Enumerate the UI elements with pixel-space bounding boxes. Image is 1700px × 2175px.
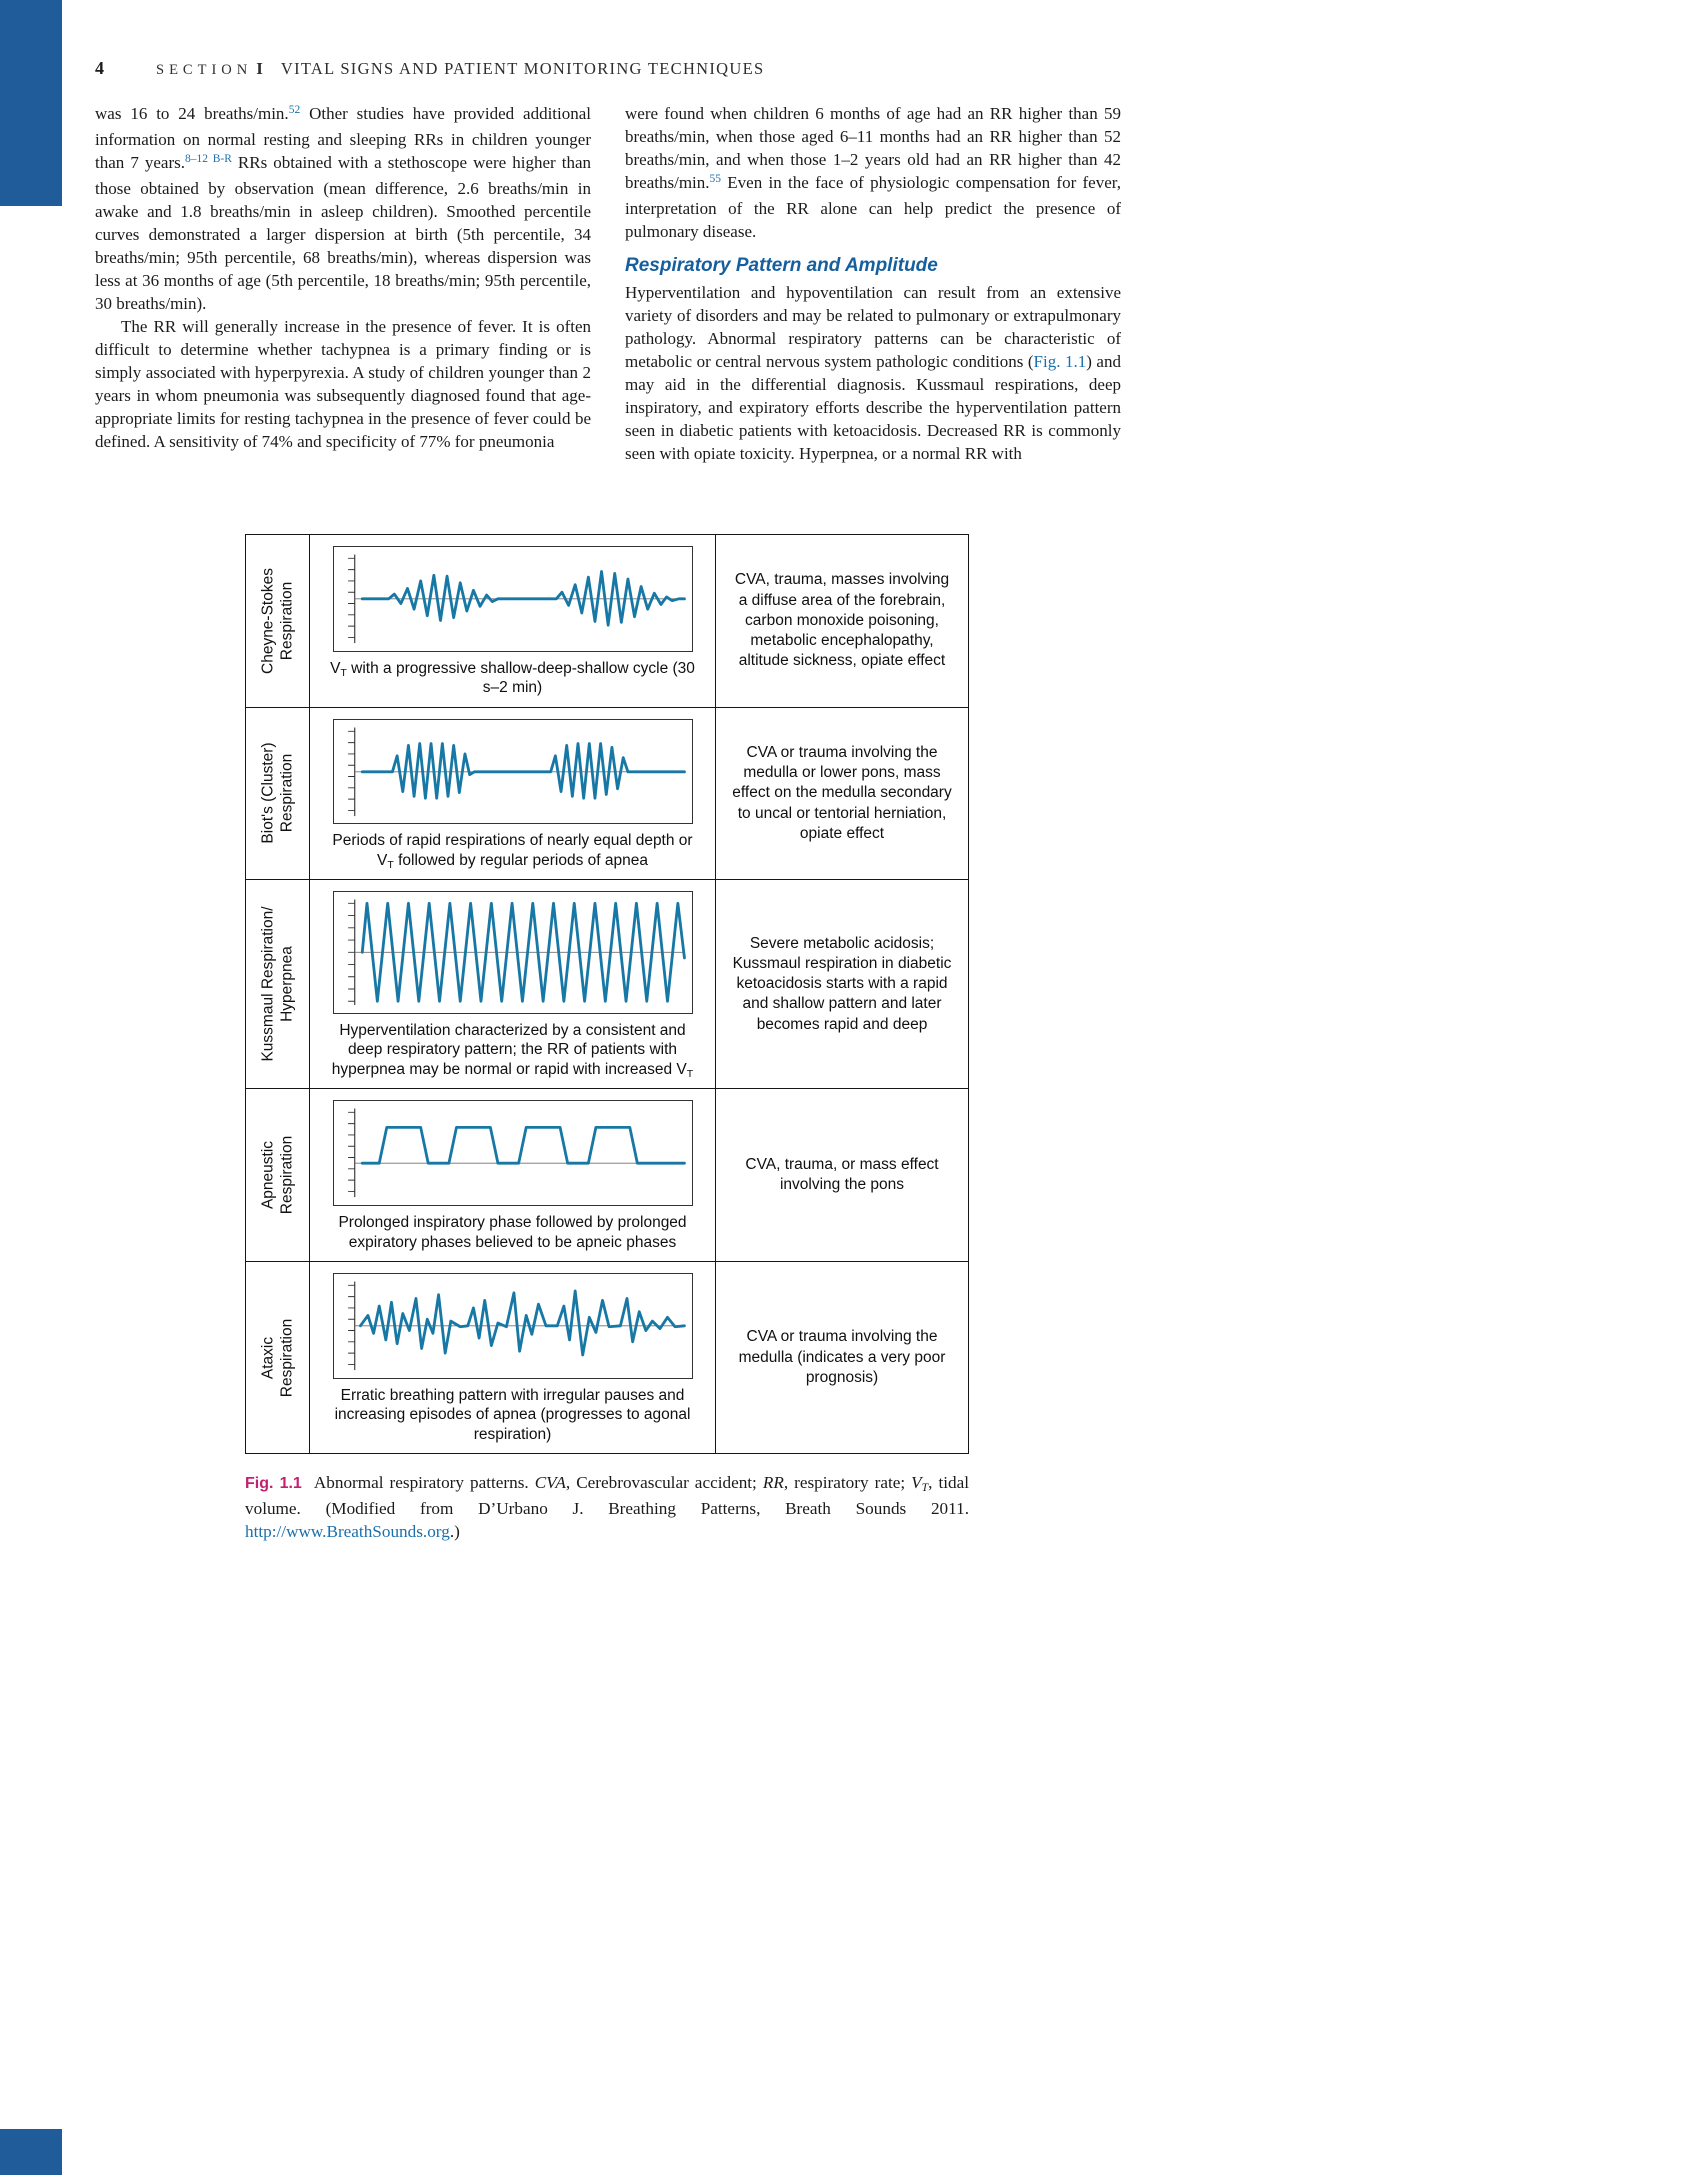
text-segment: CVA bbox=[534, 1473, 566, 1493]
tick-marks bbox=[348, 1113, 355, 1192]
text-segment: was 16 to 24 breaths/min. bbox=[95, 104, 289, 123]
tick-marks bbox=[348, 558, 355, 637]
waveform-chart-cheyne-stokes bbox=[333, 546, 693, 652]
row-label-line: Apneustic bbox=[259, 1141, 277, 1210]
text-segment: T bbox=[921, 1481, 929, 1495]
text-segment: were found when children 6 months of age had an RR higher than 59 breaths/min, when those aged 6–11 months had an RR higher than 52 breaths/min, and when those 1–2 years old had an RR higher than 42 breaths/min. bbox=[625, 104, 1121, 192]
chart-caption bbox=[324, 1021, 701, 1080]
text-segment: Hyperventilation and hypoventilation can result from an extensive variety of disorders and may be related to pulmonary or extrapulmonary pathology. Abnormal respiratory patterns can be characteristic of metabolic or central nervous system pathologic conditions ( bbox=[625, 283, 1121, 371]
waveform bbox=[362, 1128, 684, 1164]
chart-cell bbox=[310, 708, 716, 880]
figure-row-apneustic bbox=[246, 1089, 968, 1262]
text-segment: V bbox=[330, 659, 341, 677]
clinical-description-text: CVA or trauma involving the medulla or lower pons, mass effect on the medulla secondary to uncal or tentorial herniation, opiate effect bbox=[732, 744, 952, 842]
text-segment: Hyperventilation characterized by a consistent and deep respiratory pattern; the RR of patients with hyperpnea may be normal or rapid with increased bbox=[331, 1021, 686, 1078]
body-columns bbox=[95, 102, 1121, 465]
text-segment: , Cerebrovascular accident; bbox=[565, 1473, 763, 1493]
figure-row-cheyne-stokes bbox=[246, 535, 968, 708]
text-segment: Erratic breathing pattern with irregular pauses and increasing episodes of apnea (progresses to agonal respiration) bbox=[334, 1386, 691, 1443]
figure-label: Fig. 1.1 bbox=[245, 1475, 302, 1493]
inline-link[interactable]: Fig. 1.1 bbox=[1033, 352, 1087, 371]
tick-marks bbox=[348, 1285, 355, 1364]
text-segment: ) and may aid in the differential diagnosis. Kussmaul respirations, deep inspiratory, and expiratory efforts describe the hyperventilation pattern seen in diabetic patients with ketoacidosis. Decreased RR is commonly seen with opiate toxicity. Hyperpnea, or a normal RR with bbox=[625, 352, 1121, 463]
waveform bbox=[360, 1291, 684, 1355]
row-label-line: Respiration bbox=[278, 1136, 296, 1215]
figure-caption bbox=[245, 1471, 969, 1544]
row-label-kussmaul bbox=[246, 880, 310, 1088]
waveform bbox=[362, 743, 684, 798]
waveform-chart-ataxic bbox=[333, 1273, 693, 1379]
text-segment: V bbox=[377, 851, 388, 869]
figure-row-biots bbox=[246, 708, 968, 881]
clinical-description bbox=[716, 880, 968, 1088]
waveform-chart-biots bbox=[333, 719, 693, 825]
clinical-description-text: CVA, trauma, or mass effect involving the pons bbox=[745, 1156, 939, 1194]
text-segment: T bbox=[686, 1067, 694, 1080]
chart-caption bbox=[324, 1386, 701, 1445]
waveform-chart-kussmaul bbox=[333, 891, 693, 1014]
row-label-apneustic bbox=[246, 1089, 310, 1261]
text-segment: followed by regular periods of apnea bbox=[393, 851, 648, 869]
body-paragraph bbox=[95, 315, 591, 453]
text-segment: Abnormal respiratory patterns. bbox=[313, 1473, 535, 1493]
text-segment: T bbox=[387, 858, 394, 871]
row-label-line: Kussmaul Respiration/ bbox=[259, 906, 277, 1062]
chapter-tab-top bbox=[0, 0, 62, 206]
text-segment: RR bbox=[762, 1473, 784, 1493]
text-segment: V bbox=[676, 1060, 687, 1078]
row-label-cheyne-stokes bbox=[246, 535, 310, 707]
chart-cell bbox=[310, 535, 716, 707]
row-label-line: Cheyne-Stokes bbox=[259, 567, 277, 674]
text-segment: Even in the face of physiologic compensation for fever, interpretation of the RR alone can help predict the presence of pulmonary disease. bbox=[625, 173, 1121, 241]
section-number: I bbox=[256, 59, 263, 78]
chart-cell bbox=[310, 1262, 716, 1453]
row-label-ataxic bbox=[246, 1262, 310, 1453]
running-head bbox=[156, 59, 764, 79]
tick-marks bbox=[348, 904, 355, 1002]
text-segment: Other studies have provided additional information on normal resting and sleeping RRs in children younger than 7 years. bbox=[95, 104, 592, 172]
reference-link[interactable]: 52 bbox=[288, 104, 301, 116]
text-segment: V bbox=[911, 1473, 922, 1493]
clinical-description bbox=[716, 1262, 968, 1453]
text-segment: , respiratory rate; bbox=[783, 1473, 912, 1493]
right-column bbox=[625, 102, 1121, 465]
figure-table bbox=[245, 534, 969, 1454]
page-header bbox=[95, 58, 1125, 79]
figure-1-1 bbox=[245, 534, 969, 1544]
body-paragraph bbox=[625, 281, 1121, 465]
chart-caption bbox=[324, 1213, 701, 1252]
text-segment: with a progressive shallow-deep-shallow cycle (30 s–2 min) bbox=[346, 659, 695, 697]
waveform-chart-apneustic bbox=[333, 1100, 693, 1206]
chart-cell bbox=[310, 1089, 716, 1261]
clinical-description bbox=[716, 708, 968, 880]
chart-caption bbox=[324, 831, 701, 870]
section-label: SECTION bbox=[156, 62, 253, 78]
figure-row-kussmaul bbox=[246, 880, 968, 1089]
text-segment: , tidal volume. (Modified from D’Urbano J. Breathing Patterns, Breath Sounds 2011. bbox=[245, 1473, 970, 1518]
text-segment: .) bbox=[449, 1522, 460, 1542]
row-label-line: Respiration bbox=[278, 581, 296, 661]
text-segment: RRs obtained with a stethoscope were higher than those obtained by observation (mean difference, 2.6 breaths/min in awake and 1.8 breaths/min in asleep children). Smoothed percentile curves demonstrated a larger dispersion at birth (5th percentile, 34 breaths/min; 95th percentile, 68 breaths/min), whereas dispersion was less at 36 months of age (5th percentile, 18 breaths/min; 95th percentile, 30 breaths/min). bbox=[95, 153, 592, 313]
body-paragraph bbox=[95, 102, 591, 315]
left-column bbox=[95, 102, 591, 465]
text-segment: Prolonged inspiratory phase followed by prolonged expiratory phases believed to be apneic phases bbox=[338, 1214, 687, 1251]
section-title: VITAL SIGNS AND PATIENT MONITORING TECHNIQUES bbox=[280, 59, 765, 78]
clinical-description-text: CVA or trauma involving the medulla (indicates a very poor prognosis) bbox=[738, 1328, 946, 1386]
figure-row-ataxic bbox=[246, 1262, 968, 1453]
row-label-line: Respiration bbox=[278, 754, 296, 833]
page-number: 4 bbox=[95, 58, 104, 78]
clinical-description-text: Severe metabolic acidosis; Kussmaul respiration in diabetic ketoacidosis starts with a rapid and shallow pattern and later becomes rapid and deep bbox=[732, 935, 952, 1033]
row-label-line: Biot's (Cluster) bbox=[259, 742, 277, 845]
text-segment: T bbox=[340, 666, 347, 679]
chapter-tab-bottom bbox=[0, 2129, 62, 2175]
reference-link[interactable]: 55 bbox=[709, 173, 722, 185]
inline-link[interactable]: http://www.BreathSounds.org bbox=[245, 1522, 450, 1542]
clinical-description bbox=[716, 1089, 968, 1261]
row-label-line: Ataxic bbox=[259, 1336, 277, 1379]
chart-cell bbox=[310, 880, 716, 1088]
row-label-biots bbox=[246, 708, 310, 880]
body-paragraph bbox=[625, 102, 1121, 243]
tick-marks bbox=[348, 731, 355, 810]
waveform bbox=[362, 571, 684, 625]
subsection-heading: Respiratory Pattern and Amplitude bbox=[625, 255, 938, 276]
text-segment: The RR will generally increase in the presence of fever. It is often difficult to determine whether tachypnea is a primary finding or is simply associated with hyperpyrexia. A study of children younger than 2 years in whom pneumonia was subsequently diagnosed found that age-appropriate limits for resting tachypnea in the presence of fever could be defined. A sensitivity of 74% and specificity of 77% for pneumonia bbox=[95, 317, 591, 451]
row-label-line: Respiration bbox=[278, 1318, 296, 1397]
text-segment: Periods of rapid respirations of nearly equal depth or bbox=[332, 832, 693, 850]
clinical-description-text: CVA, trauma, masses involving a diffuse area of the forebrain, carbon monoxide poisoning, metabolic encephalopathy, altitude sickness, opiate effect bbox=[734, 571, 950, 670]
chart-caption bbox=[324, 659, 701, 698]
row-label-line: Hyperpnea bbox=[278, 946, 296, 1023]
reference-link[interactable]: 8–12 B-R bbox=[185, 153, 232, 165]
clinical-description bbox=[716, 535, 968, 707]
